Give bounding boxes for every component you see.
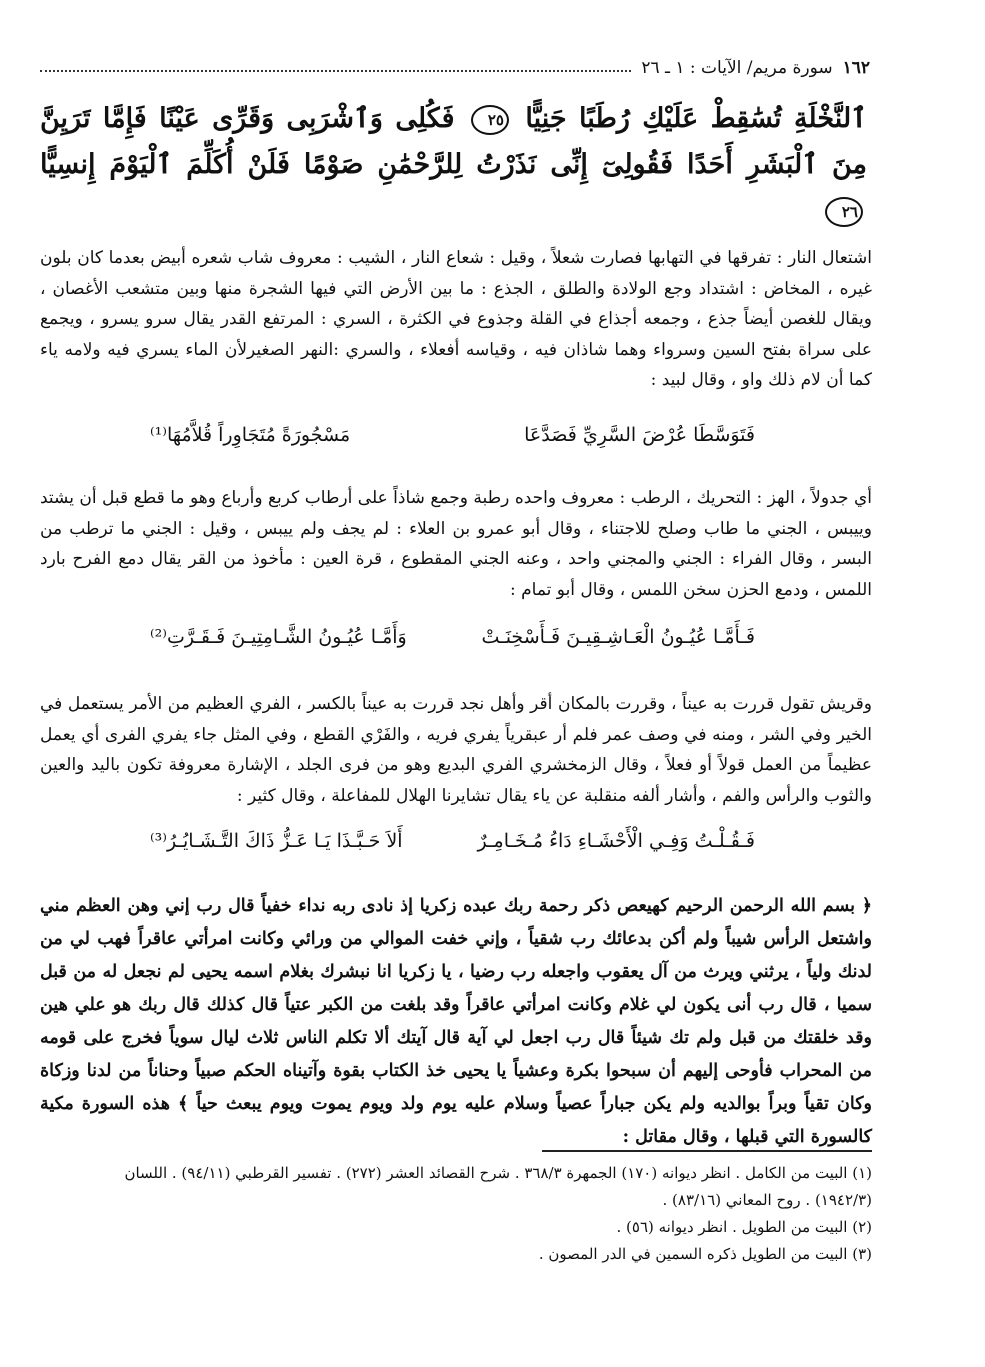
poetry-verse (150, 826, 755, 856)
poetry-hemistich: فَـأَمَّـا عُيُـونُ الْعَـاشِـقِيـنَ فَـأَسْخِنَـتْ (481, 626, 755, 648)
header-dotted-leader (40, 69, 631, 72)
poetry-verse (150, 622, 755, 652)
verse-text: إِنِّى نَذَرْتُ لِلرَّحْمَٰنِ صَوْمًا فَلَنْ أُكَلِّمَ ٱلْيَوْمَ إِنسِيًّا (40, 149, 588, 180)
verse-text: فَكُلِى وَٱشْرَبِى وَقَرِّى عَيْنًا فَإِمَّا تَرَيِنَّ مِنَ ٱلْبَشَرِ أَحَدًا فَقُولِىٓ (40, 103, 867, 180)
ayah-number-marker: ٢٦ (825, 197, 863, 227)
quran-verses (40, 96, 867, 234)
poetry-hemistich: أَلاَ حَـبَّـذَا يَـا عَـزُّ ذَاكَ التَّـشَـايُـرُ⁽³⁾ (150, 830, 403, 852)
tafsir-passage: ﴿ بسم الله الرحمن الرحيم كهيعص ذكر رحمة ربك عبده زكريا إذ نادى ربه نداء خفياً قال رب إني وهن العظم مني واشتعل الرأس شيباً ولم أكن بدعائك رب شقياً ، وإني خفت الموالي من ورائي وكانت امرأتي عاقراً فهب لي من لدنك ولياً ، يرثني ويرث من آل يعقوب واجعله رب رضيا ، يا زكريا انا نبشرك بغلام اسمه يحيى لم نجعل له من قبل سميا ، قال رب أنى يكون لي غلام وكانت امرأتي عاقراً وقد بلغت من الكبر عتياً قال كذلك قال ربك هو علي هين وقد خلقتك من قبل ولم تك شيئاً قال رب اجعل لي آية قال آيتك ألا تكلم الناس ثلاث ليال سوياً فخرج على قومه من المحراب فأوحى إليهم أن سبحوا بكرة وعشياً يا يحيى خذ الكتاب بقوة وآتيناه الحكم صبياً وحناناً من لدنا وزكاة وكان تقياً وبراً بوالديه ولم يكن جباراً عصياً وسلام عليه يوم ولد ويوم يموت ويوم يبعث حياً ﴾ هذه السورة مكية كالسورة التي قبلها ، وقال مقاتل : (40, 895, 872, 1147)
page-header (40, 46, 870, 78)
ayah-number-marker: ٢٥ (471, 105, 509, 135)
poetry-hemistich: وَأَمَّـا عُيُـونُ الشَّـامِتِيـنَ فَـقَـرَّتِ⁽²⁾ (150, 626, 407, 648)
footnote-1: (١) البيت من الكامل . انظر ديوانه (١٧٠) الجمهرة ٣٦٨/٣ . شرح القصائد العشر (٢٧٢) . تفسير القرطبي (٩٤/١١) . اللسان (124, 1164, 872, 1182)
footnote-3: (٣) البيت من الطويل ذكره السمين في الدر المصون . (538, 1245, 872, 1263)
page-number: ١٦٢ (842, 58, 870, 78)
poetry-hemistich: فَتَوَسَّطَا عُرْضَ السَّرِيِّ فَصَدَّعَا (524, 424, 755, 446)
commentary-paragraph: أي جدولاً ، الهز : التحريك ، الرطب : معروف واحده رطبة وجمع شاذاً على أرطاب كربع وأرباع وهو ما قطع قبل أن يشتد وييبس ، الجني ما طاب وصلح للاجتناء ، وقال أبو عمرو بن العلاء : لم يجف ولم ييبس ، وقيل : الجني ما ترطب من البسر ، وقال الفراء : الجني والمجني واحد ، وعنه الجني المقطوع ، قرة العين : مأخوذ من القر يقال دمع الفرح بارد اللمس ، ودمع الحزن سخن اللمس ، وقال أبو تمام : (40, 488, 872, 600)
commentary-paragraph: اشتعال النار : تفرقها في التهابها فصارت شعلاً ، وقيل : شعاع النار ، الشيب : معروف شاب شعره أبيض بعدما كان بلون غيره ، المخاض : اشتداد وجع الولادة والطلق ، الجذع : ما بين الأرض التي فيها الشجرة منها وبين متشعب الأغصان ، ويقال للغصن أيضاً جذع ، وجمعه أجذاع في القلة وجذوع في الكثرة ، السري : المرتفع القدر يقال سرو يسرو ، ويجمع على سراة بفتح السين وسرواء وهما شاذان فيه ، وقياسه أفعلاء ، والسري :النهر الصغيرلأن الماء يسري فيه ولامه ياء كما أن لام ذلك واو ، وقال لبيد : (40, 248, 872, 390)
footnote-2: (٢) البيت من الطويل . انظر ديوانه (٥٦) . (616, 1218, 872, 1236)
poetry-hemistich: فَـقُـلْـتُ وَفِـي الْأَحْشَـاءِ دَاءُ مُـخَـامِـرٌ (477, 830, 755, 852)
running-title: سورة مريم/ الآيات : ١ ـ ٢٦ (641, 58, 833, 78)
footnote-separator (542, 1150, 872, 1152)
verse-text: ٱلنَّخْلَةِ تُسَٰقِطْ عَلَيْكِ رُطَبًا جَنِيًّا (525, 103, 867, 134)
footnote-1-continued: (١٩٤٢/٣) . روح المعاني (٨٣/١٦) . (662, 1191, 872, 1209)
commentary-paragraph: وقريش تقول قررت به عيناً ، وقررت بالمكان أقر وأهل نجد قررت به عيناً بالكسر ، الفري العظيم من الأمر يستعمل في الخير وفي الشر ، ومنه في وصف عمر فلم أر عبقرياً يفري فريه ، والفَرْي القطع ، وفي المثل جاء يفري الفرى أي يعمل عظيماً من العمل قولاً أو فعلاً ، وقال الزمخشري الفري البديع وهو من فرى الجلد ، الإشارة معروفة تكون باليد والعين والثوب والرأس والفم ، وأشار ألفه منقلبة عن ياء يقال تشايرنا الهلال للمفاعلة ، وقال كثير : (40, 694, 873, 806)
poetry-verse (150, 420, 755, 450)
poetry-hemistich: مَسْجُورَةً مُتَجَاوِراً قُلاَّمُهَا⁽¹⁾ (150, 424, 351, 446)
footnotes (40, 1160, 872, 1268)
